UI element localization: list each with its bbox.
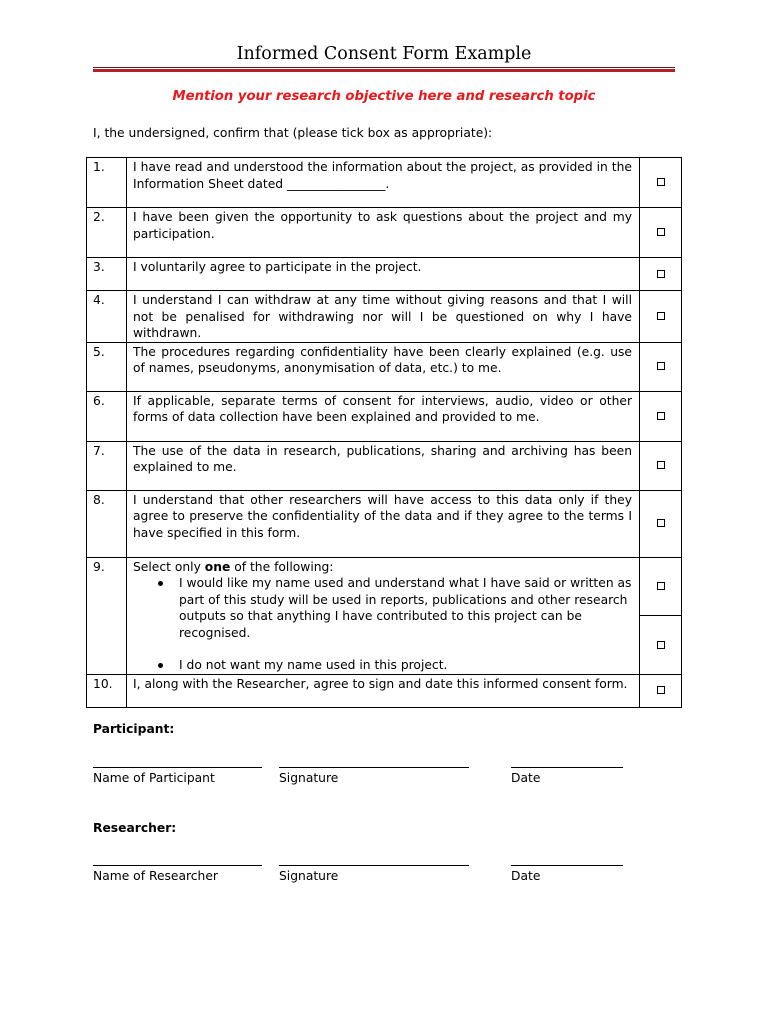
researcher-date-line[interactable] [511,865,623,866]
row-number: 3. [87,258,127,291]
title-rule-thick [93,69,675,72]
form-title: Informed Consent Form Example [236,44,532,64]
checkbox-icon[interactable] [657,270,665,278]
consent-statement: I voluntarily agree to participate in the project. [127,258,640,291]
researcher-signature-line[interactable] [279,865,469,866]
row-number: 2. [87,208,127,258]
consent-statement: I, along with the Researcher, agree to sign and date this informed consent form. [127,674,640,707]
row-number: 5. [87,342,127,391]
row-number: 6. [87,391,127,441]
consent-statement: I have been given the opportunity to ask questions about the project and my participation. [127,208,640,258]
consent-statement: I understand I can withdraw at any time without giving reasons and that I will not be penalised for withdrawing nor will I be questioned on why I have withdrawn. [127,291,640,343]
name-choice-options [133,575,632,674]
consent-row [87,391,682,441]
consent-statement: The procedures regarding confidentiality have been clearly explained (e.g. use of names, pseudonyms, anonymisation of data, etc.) to me. [127,342,640,391]
row-number: 10. [87,674,127,707]
row-number: 8. [87,490,127,557]
intro-text: I, the undersigned, confirm that (please tick box as appropriate): [93,126,493,140]
checkbox-icon[interactable] [657,582,665,590]
consent-checkbox-cell[interactable] [640,342,682,391]
consent-row [87,158,682,208]
participant-name-label: Name of Participant [93,771,215,785]
consent-row [87,258,682,291]
consent-checkbox-cell[interactable] [640,674,682,707]
participant-signature-label: Signature [279,771,339,785]
name-choice-option: I would like my name used and understand what I have said or written as part of this study will be used in reports, publications and other research outputs so that anything I have contributed to this project can be recognised. [179,575,632,641]
row-number: 4. [87,291,127,343]
consent-row [87,291,682,343]
participant-date-line[interactable] [511,767,623,768]
consent-statement: The use of the data in research, publications, sharing and archiving has been explained to me. [127,441,640,490]
checkbox-icon[interactable] [657,519,665,527]
checkbox-icon[interactable] [657,362,665,370]
researcher-signature-label: Signature [279,869,339,883]
consent-row [87,342,682,391]
row-number: 1. [87,158,127,208]
name-choice-statement [127,557,640,674]
consent-checkbox-cell[interactable] [640,158,682,208]
row-number: 9. [87,557,127,674]
consent-checkbox-cell[interactable] [640,208,682,258]
consent-row [87,441,682,490]
research-objective-heading: Mention your research objective here and research topic [172,89,596,104]
participant-heading: Participant: [93,722,175,736]
checkbox-icon[interactable] [657,412,665,420]
checkbox-icon[interactable] [657,641,665,649]
bullet-icon [158,581,163,586]
checkbox-icon[interactable] [657,228,665,236]
researcher-date-label: Date [511,869,541,883]
consent-row [87,490,682,557]
name-choice-option: I do not want my name used in this project. [179,657,632,674]
consent-statement: If applicable, separate terms of consent for interviews, audio, video or other forms of data collection have been explained and provided to me. [127,391,640,441]
researcher-name-line[interactable] [93,865,262,866]
checkbox-icon[interactable] [657,312,665,320]
consent-row-name-choice [87,557,682,616]
participant-date-label: Date [511,771,541,785]
consent-checkbox-cell[interactable] [640,441,682,490]
participant-signature-line[interactable] [279,767,469,768]
consent-statement: I have read and understood the information about the project, as provided in the Information Sheet dated ________________. [127,158,640,208]
consent-checkbox-cell[interactable] [640,557,682,616]
checkbox-icon[interactable] [657,461,665,469]
consent-table [86,157,682,708]
consent-checkbox-cell[interactable] [640,490,682,557]
consent-checkbox-cell[interactable] [640,291,682,343]
consent-row [87,208,682,258]
consent-checkbox-cell[interactable] [640,258,682,291]
select-one-instruction: Select only one of the following: [133,559,334,574]
consent-checkbox-cell[interactable] [640,391,682,441]
checkbox-icon[interactable] [657,178,665,186]
checkbox-icon[interactable] [657,686,665,694]
researcher-name-label: Name of Researcher [93,869,218,883]
title-rule-thin [93,67,675,68]
bullet-icon [158,663,163,668]
researcher-heading: Researcher: [93,821,177,835]
participant-name-line[interactable] [93,767,262,768]
consent-checkbox-cell[interactable] [640,616,682,675]
consent-row [87,674,682,707]
consent-statement: I understand that other researchers will have access to this data only if they agree to preserve the confidentiality of the data and if they agree to the terms I have specified in this form. [127,490,640,557]
row-number: 7. [87,441,127,490]
